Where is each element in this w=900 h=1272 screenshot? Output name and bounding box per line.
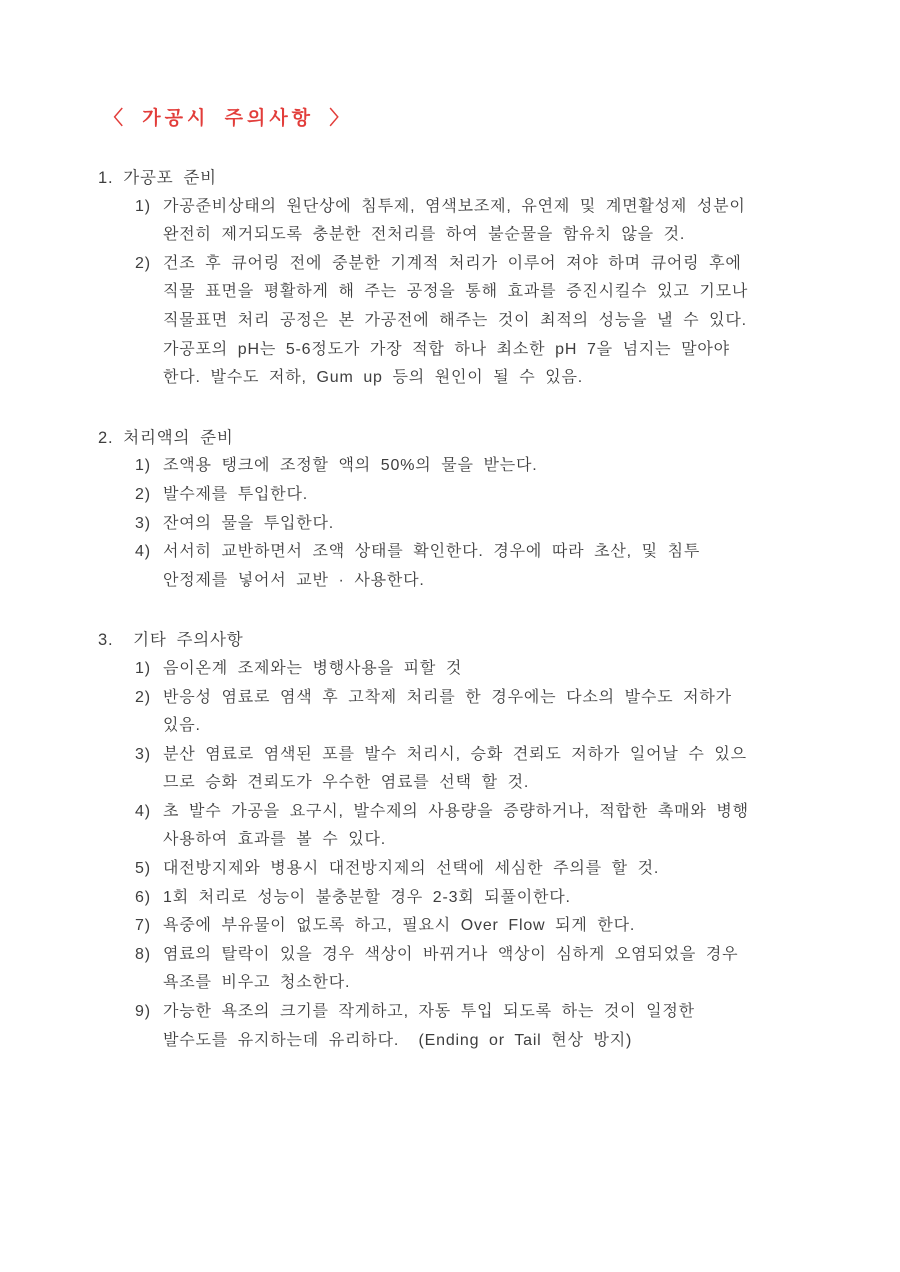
item-number: 4) — [135, 543, 151, 561]
item-text — [163, 655, 900, 684]
item-text — [163, 798, 900, 855]
list-item — [135, 741, 900, 798]
section-1 — [0, 164, 900, 393]
text-line: 안정제를 넣어서 교반 · 사용한다. — [163, 571, 425, 589]
text-line: 분산 염료로 염색된 포를 발수 처리시, 승화 견뢰도 저하가 일어날 수 있으 — [163, 745, 747, 763]
list-item — [135, 193, 900, 250]
item-text — [163, 481, 900, 510]
text-line: 잔여의 물을 투입한다. — [163, 514, 335, 532]
list-item — [135, 855, 900, 884]
list-item — [135, 510, 900, 539]
text-line: 가능한 욕조의 크기를 작게하고, 자동 투입 되도록 하는 것이 일정한 — [163, 1003, 695, 1021]
item-number: 2) — [135, 688, 151, 706]
text-line: 반응성 염료로 염색 후 고착제 처리를 한 경우에는 다소의 발수도 저하가 — [163, 688, 732, 706]
item-number: 5) — [135, 860, 151, 878]
section-heading: 2. 처리액의 준비 — [98, 428, 234, 447]
text-line: 조액용 탱크에 조정할 액의 50%의 물을 받는다. — [163, 457, 538, 475]
text-line: 사용하여 효과를 볼 수 있다. — [163, 831, 387, 849]
text-line: 직물 표면을 평활하게 해 주는 공정을 통해 효과를 증진시킬수 있고 기모나 — [163, 283, 749, 301]
list-item — [135, 655, 900, 684]
text-line: 완전히 제거되도록 충분한 전처리를 하여 불순물을 함유치 않을 것. — [163, 226, 686, 244]
item-number: 1) — [135, 659, 151, 677]
list-item — [135, 941, 900, 998]
section-3 — [0, 626, 900, 1055]
list-item — [135, 538, 900, 595]
section-heading: 3. 기타 주의사항 — [98, 631, 244, 650]
section-heading: 1. 가공포 준비 — [98, 169, 217, 187]
text-line: 염료의 탈락이 있을 경우 색상이 바뀌거나 액상이 심하게 오염되었을 경우 — [163, 945, 739, 963]
text-line: 1회 처리로 성능이 불충분할 경우 2-3회 되풀이한다. — [163, 888, 571, 906]
section-2 — [0, 424, 900, 596]
item-text — [163, 452, 900, 481]
text-line: 건조 후 큐어링 전에 중분한 기계적 처리가 이루어 져야 하며 큐어링 후에 — [163, 254, 742, 272]
list-item — [135, 998, 900, 1055]
text-line: 가공준비상태의 원단상에 침투제, 염색보조제, 유연제 및 계면활성제 성분이 — [163, 197, 746, 215]
item-number: 4) — [135, 802, 151, 820]
item-text — [163, 684, 900, 741]
text-line: 므로 승화 견뢰도가 우수한 염료를 선택 할 것. — [163, 774, 530, 792]
list-item — [135, 452, 900, 481]
item-text — [163, 884, 900, 913]
text-line: 서서히 교반하면서 조액 상태를 확인한다. 경우에 따라 초산, 및 침투 — [163, 543, 701, 561]
item-number: 6) — [135, 888, 151, 906]
list-item — [135, 684, 900, 741]
item-number: 2) — [135, 485, 151, 503]
text-line: 욕중에 부유물이 없도록 하고, 필요시 Over Flow 되게 한다. — [163, 917, 636, 935]
item-text — [163, 193, 900, 250]
item-text — [163, 510, 900, 539]
text-line: 있음. — [163, 717, 201, 735]
text-line: 대전방지제와 병용시 대전방지제의 선택에 세심한 주의를 할 것. — [163, 860, 660, 878]
item-text — [163, 741, 900, 798]
item-number: 2) — [135, 254, 151, 272]
list-item — [135, 250, 900, 393]
list-item — [135, 798, 900, 855]
text-line: 발수제를 투입한다. — [163, 485, 309, 503]
text-line: 직물표면 처리 공정은 본 가공전에 해주는 것이 최적의 성능을 낼 수 있다. — [163, 311, 747, 329]
page-title: 〈 가공시 주의사항 〉 — [104, 108, 353, 129]
text-line: 음이온계 조제와는 병행사용을 피할 것 — [163, 659, 463, 677]
item-number: 8) — [135, 945, 151, 963]
text-line: 한다. 발수도 저하, Gum up 등의 원인이 될 수 있음. — [163, 369, 584, 387]
list-item — [135, 884, 900, 913]
item-text — [163, 538, 900, 595]
item-number: 3) — [135, 745, 151, 763]
item-number: 3) — [135, 514, 151, 532]
item-text — [163, 855, 900, 884]
list-item — [135, 481, 900, 510]
item-number: 9) — [135, 1003, 151, 1021]
document-body — [0, 164, 900, 1055]
item-number: 1) — [135, 197, 151, 215]
list-item — [135, 912, 900, 941]
item-number: 1) — [135, 457, 151, 475]
text-line: 발수도를 유지하는데 유리하다. (Ending or Tail 현상 방지) — [163, 1031, 633, 1049]
text-line: 가공포의 pH는 5-6정도가 가장 적합 하나 최소한 pH 7을 넘지는 말아야 — [163, 340, 730, 358]
text-line: 욕조를 비우고 청소한다. — [163, 974, 351, 992]
item-number: 7) — [135, 917, 151, 935]
item-text — [163, 998, 900, 1055]
text-line: 초 발수 가공을 요구시, 발수제의 사용량을 증량하거나, 적합한 촉매와 병행 — [163, 802, 749, 820]
item-text — [163, 941, 900, 998]
item-text — [163, 912, 900, 941]
item-text — [163, 250, 900, 393]
